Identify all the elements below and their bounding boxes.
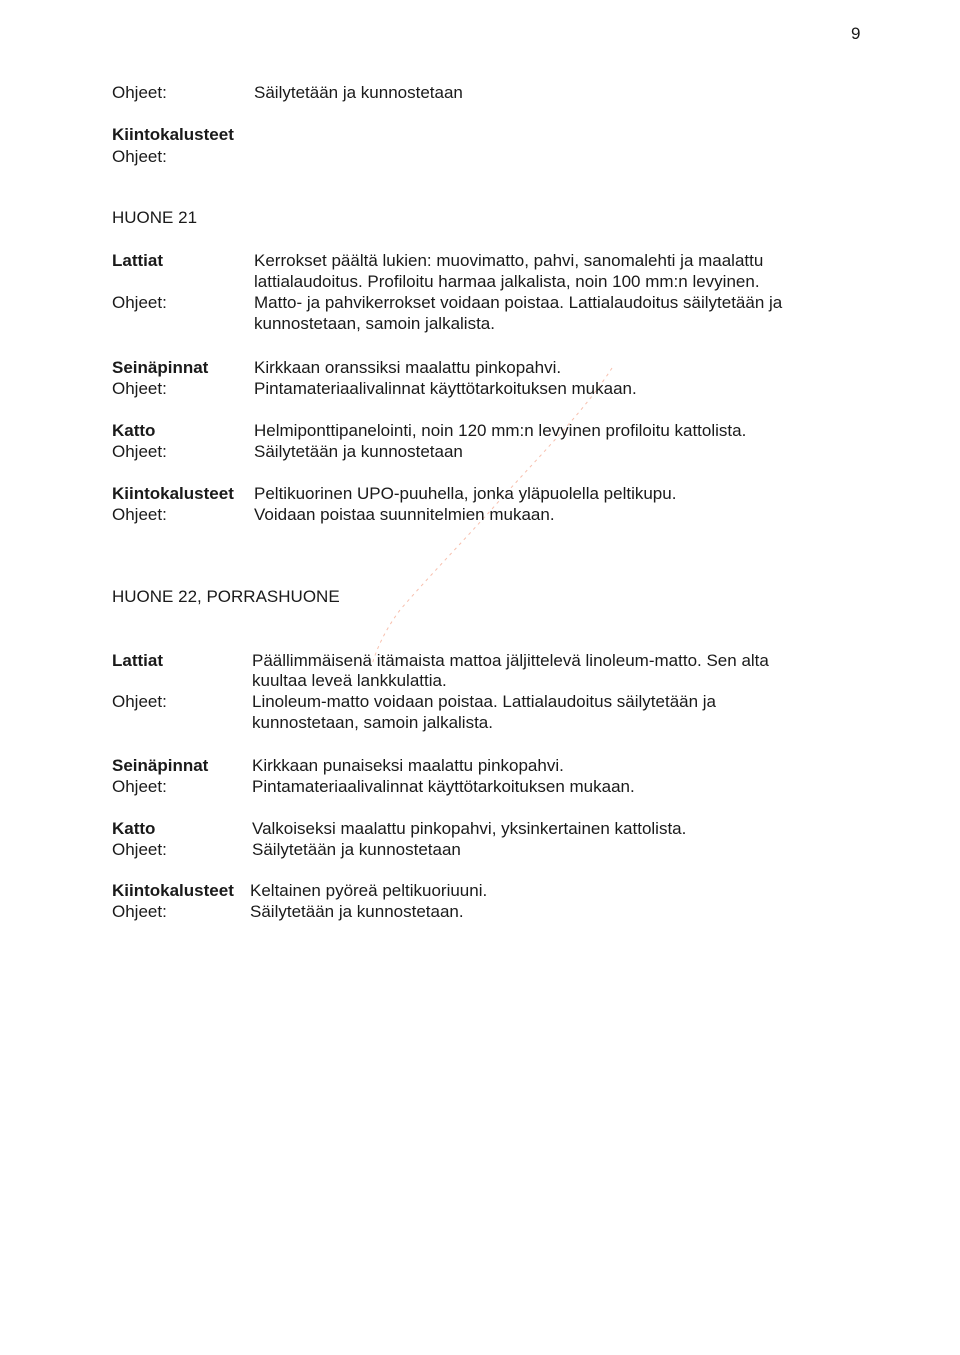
room-22-lattiat-line: Päällimmäisenä itämaista mattoa jäljittelevä linoleum-matto. Sen alta bbox=[252, 651, 769, 670]
room-21-seinapinnat-ohjeet-label: Ohjeet: bbox=[112, 379, 167, 398]
kiintokalusteet-heading: Kiintokalusteet bbox=[112, 125, 234, 144]
room-21-katto-label: Katto bbox=[112, 421, 156, 440]
room-21-kiintokalusteet-label: Kiintokalusteet bbox=[112, 484, 234, 503]
room-22-katto-line: Säilytetään ja kunnostetaan bbox=[252, 840, 461, 859]
ohjeet-text: Säilytetään ja kunnostetaan bbox=[254, 83, 463, 102]
room-22-heading: HUONE 22, PORRASHUONE bbox=[112, 587, 340, 606]
room-22-kiintokalusteet-label: Kiintokalusteet bbox=[112, 881, 234, 900]
room-21-lattiat-label: Lattiat bbox=[112, 251, 163, 270]
room-22-seinapinnat-ohjeet-label: Ohjeet: bbox=[112, 777, 167, 796]
room-22-lattiat-ohjeet-label: Ohjeet: bbox=[112, 692, 167, 711]
page-number: 9 bbox=[851, 24, 861, 43]
room-22-lattiat-label: Lattiat bbox=[112, 651, 163, 670]
room-21-lattiat-line: kunnostetaan, samoin jalkalista. bbox=[254, 314, 495, 333]
room-21-kiintokalusteet-line: Voidaan poistaa suunnitelmien mukaan. bbox=[254, 505, 555, 524]
room-22-lattiat-line: kuultaa leveä lankkulattia. bbox=[252, 671, 447, 690]
ohjeet-label: Ohjeet: bbox=[112, 83, 167, 102]
room-21-seinapinnat-line: Kirkkaan oranssiksi maalattu pinkopahvi. bbox=[254, 358, 562, 377]
room-22-kiintokalusteet-ohjeet-label: Ohjeet: bbox=[112, 902, 167, 921]
room-22-lattiat-line: kunnostetaan, samoin jalkalista. bbox=[252, 713, 493, 732]
room-21-katto-line: Helmiponttipanelointi, noin 120 mm:n levyinen profiloitu kattolista. bbox=[254, 421, 747, 440]
room-21-kiintokalusteet-ohjeet-label: Ohjeet: bbox=[112, 505, 167, 524]
room-22-katto-ohjeet-label: Ohjeet: bbox=[112, 840, 167, 859]
room-22-kiintokalusteet-line: Keltainen pyöreä peltikuoriuuni. bbox=[250, 881, 488, 900]
room-22-lattiat-line: Linoleum-matto voidaan poistaa. Lattialaudoitus säilytetään ja bbox=[252, 692, 717, 711]
room-22-katto-label: Katto bbox=[112, 819, 156, 838]
room-22-kiintokalusteet-line: Säilytetään ja kunnostetaan. bbox=[250, 902, 464, 921]
room-22-seinapinnat-line: Kirkkaan punaiseksi maalattu pinkopahvi. bbox=[252, 756, 564, 775]
room-21-kiintokalusteet-line: Peltikuorinen UPO-puuhella, jonka yläpuolella peltikupu. bbox=[254, 484, 677, 503]
room-22-katto-line: Valkoiseksi maalattu pinkopahvi, yksinkertainen kattolista. bbox=[252, 819, 687, 838]
room-21-lattiat-ohjeet-label: Ohjeet: bbox=[112, 293, 167, 312]
room-21-lattiat-line: lattialaudoitus. Profiloitu harmaa jalkalista, noin 100 mm:n levyinen. bbox=[254, 272, 760, 291]
room-21-seinapinnat-line: Pintamateriaalivalinnat käyttötarkoituksen mukaan. bbox=[254, 379, 637, 398]
room-21-katto-line: Säilytetään ja kunnostetaan bbox=[254, 442, 463, 461]
room-21-lattiat-line: Matto- ja pahvikerrokset voidaan poistaa. Lattialaudoitus säilytetään ja bbox=[254, 293, 783, 312]
room-21-heading: HUONE 21 bbox=[112, 208, 198, 227]
room-21-katto-ohjeet-label: Ohjeet: bbox=[112, 442, 167, 461]
room-22-seinapinnat-label: Seinäpinnat bbox=[112, 756, 209, 775]
room-22-seinapinnat-line: Pintamateriaalivalinnat käyttötarkoituksen mukaan. bbox=[252, 777, 635, 796]
room-21-seinapinnat-label: Seinäpinnat bbox=[112, 358, 209, 377]
room-21-lattiat-line: Kerrokset päältä lukien: muovimatto, pahvi, sanomalehti ja maalattu bbox=[254, 251, 764, 270]
kiintokalusteet-ohjeet-label: Ohjeet: bbox=[112, 147, 167, 166]
